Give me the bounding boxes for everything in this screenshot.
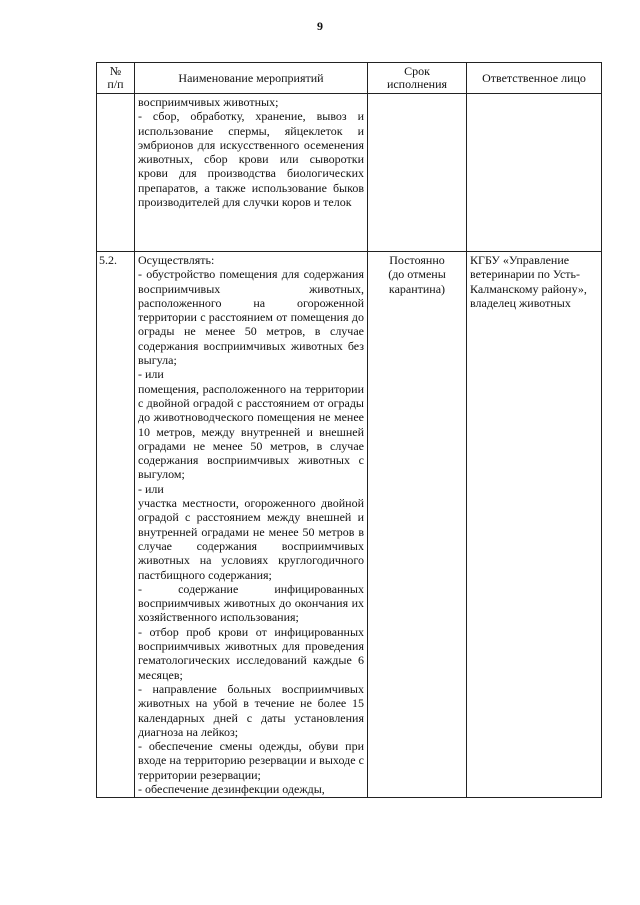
row-measures: восприимчивых животных; - сбор, обработку, хранение, вывоз и использование спермы, яйцеклеток и эмбрионов для искусственного осеменения животных, сбор крови или сыворотки крови для производства биологических препаратов, а также использование быков производителей для случки коров и телок [135, 94, 368, 252]
row-number: 5.2. [97, 252, 135, 798]
row-term [368, 94, 467, 252]
table-header [97, 63, 602, 94]
row-measures: Осуществлять: - обустройство помещения для содержания восприимчивых животных, расположенного на огороженной территории с расстоянием от помещения до ограды не менее 50 метров, в случае содержания восприимчивых животных без выгула; - или помещения, расположенного на территории с двойной оградой с расстоянием от ограды до животноводческого помещения не менее 10 метров, между внутренней и внешней оградами не менее 50 метров, в случае содержания восприимчивых животных с выгулом; - или участка местности, огороженного двойной оградой с расстоянием между внешней и внутренней оградами не менее 50 метров в случае содержания восприимчивых животных на условиях круглогодичного пастбищного содержания; - содержание инфицированных восприимчивых животных до окончания их хозяйственного использования; - отбор проб крови от инфицированных восприимчивых животных для проведения гематологических исследований каждые 6 месяцев; - направление больных восприимчивых животных на убой в течение не более 15 календарных дней с даты установления диагноза на лейкоз; - обеспечение смены одежды, обуви при входе на территорию резервации и выходе с территории резервации; - обеспечение дезинфекции одежды, [135, 252, 368, 798]
header-number: № п/п [97, 63, 135, 94]
row-term: Постоянно (до отмены карантина) [368, 252, 467, 798]
page-number: 9 [317, 19, 323, 33]
row-responsible [467, 94, 602, 252]
header-responsible: Ответственное лицо [467, 63, 602, 94]
header-measures: Наименование мероприятий [135, 63, 368, 94]
table-row [97, 94, 602, 252]
row-number [97, 94, 135, 252]
table-row [97, 252, 602, 798]
header-term: Срок исполнения [368, 63, 467, 94]
row-responsible: КГБУ «Управление ветеринарии по Усть-Калманскому району», владелец животных [467, 252, 602, 798]
measures-table [96, 62, 602, 798]
